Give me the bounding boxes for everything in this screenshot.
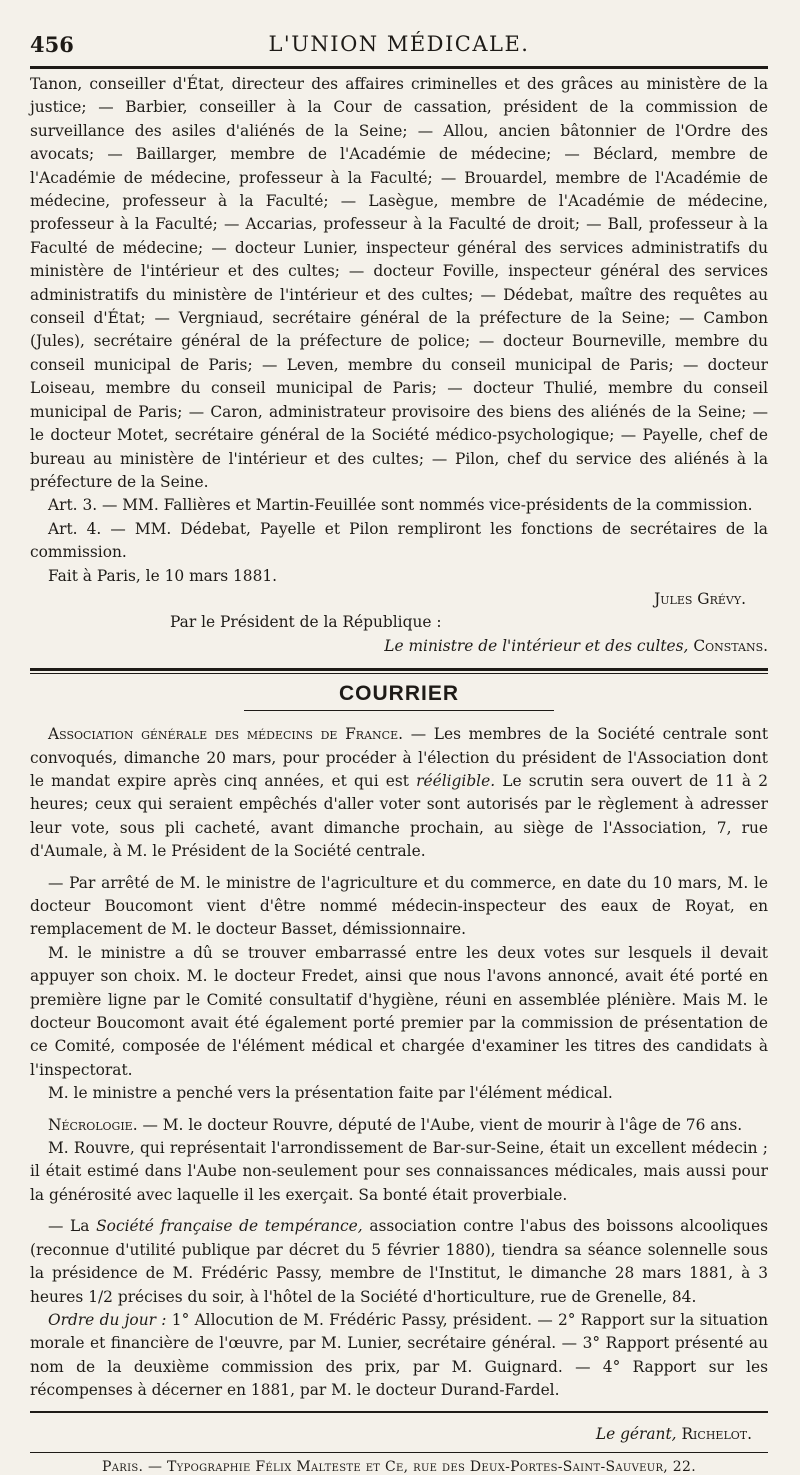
page-number: 456 [30,32,74,57]
section-divider [30,668,768,674]
association-reeligible: rééligible. [416,771,496,790]
header-rule [30,66,768,69]
necrology-notice [30,1114,768,1137]
footer-rule [30,1411,768,1413]
gerant-line [30,1423,768,1446]
printer-imprint: Paris. — Typographie Félix Malteste et Ce, rue des Deux-Portes-Saint-Sauveur, 22. [102,1458,696,1475]
gerant-label: Le gérant, [595,1424,677,1443]
royat-commentary: M. le ministre a dû se trouver embarrassé entre les deux votes sur lesquels il devait appuyer son choix. M. le docteur Fredet, ainsi que nous l'avons annoncé, avait été porté en première ligne par le Comité consultatif d'hygiène, réuni en assemblée plénière. Mais M. le docteur Boucomont avait été également porté premier par la commission de présentation de ce Comité, composée de l'élément médical et chargée d'examiner les titres des candidats à l'inspectorat. [30,943,768,1079]
article-3: Art. 3. — MM. Fallières et Martin-Feuillée sont nommés vice-présidents de la commission. [48,496,753,515]
commission-members-paragraph: Tanon, conseiller d'État, directeur des affaires criminelles et des grâces au ministère de la justice; — Barbier, conseiller à la Cour de cassation, président de la commission de surveillance des asiles d'aliénés de la Seine; — Allou, ancien bâtonnier de l'Ordre des avocats; — Baillarger, membre de l'Académie de médecine; — Béclard, membre de l'Académie de médecine, professeur à la Faculté; — Brouardel, membre de l'Académie de médecine, professeur à la Faculté; — Lasègue, membre de l'Académie de médecine, professeur à la Faculté; — Accarias, professeur à la Faculté de droit; — Ball, professeur à la Faculté de médecine; — docteur Lunier, inspecteur général des services administratifs du ministère de l'intérieur et des cultes; — docteur Foville, inspecteur général des services administratifs du ministère de l'intérieur et des cultes; — Dédebat, maître des requêtes au conseil d'État; — Vergniaud, secrétaire général de la préfecture de la Seine; — Cambon (Jules), secrétaire général de la préfecture de police; — docteur Bourneville, membre du conseil municipal de Paris; — Leven, membre du conseil municipal de Paris; — docteur Loiseau, membre du conseil municipal de Paris; — docteur Thulié, membre du conseil municipal de Paris; — Caron, administrateur provisoire des biens des aliénés de la Seine; — le docteur Motet, secrétaire général de la Société médico-psychologique; — Payelle, chef de bureau au ministère de l'intérieur et des cultes; — Pilon, chef du service des aliénés à la préfecture de la Seine. [30,75,768,491]
running-head [30,22,768,60]
order-of-day [30,1309,768,1403]
gerant-name: Richelot. [681,1424,752,1443]
royat-conclusion: M. le ministre a penché vers la présentation faite par l'élément médical. [48,1084,613,1103]
minister-name: Constans. [693,636,768,655]
association-text-2: Le scrutin sera ouvert de 11 à 2 heures; ceux qui seraient empêchés d'aller voter sont autorisés par le règlement à adresser leur vote, sous pli cacheté, avant dimanche prochain, au siège de l'Association, 7, rue d'Aumale, à M. le Président de la Société centrale. [30,771,768,861]
journal-title: L'UNION MÉDICALE. [268,32,530,56]
by-president-line: Par le Président de la République : [170,613,442,632]
minister-signature [30,635,768,658]
association-text-1: — Les membres de la Société centrale sont convoqués, dimanche 20 mars, pour procéder à l'élection du président de l'Association dont le mandat expire après cinq années, et qui est [30,725,768,790]
necrology-heading: Nécrologie. [48,1115,138,1134]
association-heading: Association générale des médecins de France. [48,725,404,744]
temperance-society: Société française de tempérance, [96,1217,363,1236]
decree-date: Fait à Paris, le 10 mars 1881. [48,566,278,585]
signatory-name: Jules Grévy. [654,589,746,608]
section-title-rule [244,710,554,711]
temperance-notice [30,1215,768,1309]
decree-signatory [30,588,768,611]
necrology-text-2: M. Rouvre, qui représentait l'arrondissement de Bar-sur-Seine, était un excellent médecin ; il était estimé dans l'Aube non-seulement pour ses connaissances médicales, mais aussi pour la générosité avec laquelle il les exerçait. Sa bonté était proverbiale. [30,1139,768,1204]
temperance-text: association contre l'abus des boissons alcooliques (reconnue d'utilité publique par décret du 5 février 1880), tiendra sa séance solennelle sous la présidence de M. Frédéric Passy, membre de l'Institut, le dimanche 28 mars 1881, à 3 heures 1/2 précises du soir, à l'hôtel de la Société d'horticulture, rue de Grenelle, 84. [30,1217,768,1306]
order-text: 1° Allocution de M. Frédéric Passy, président. — 2° Rapport sur la situation morale et financière de l'œuvre, par M. Lunier, secrétaire général. — 3° Rapport présenté au nom de la deuxième commission des prix, par M. Guignard. — 4° Rapport sur les récompenses à décerner en 1881, par M. le docteur Durand-Fardel. [30,1310,768,1400]
spacer [30,1106,768,1114]
temperance-lead: — La [48,1217,90,1236]
section-title-courrier: COURRIER [338,682,459,706]
imprint-rule [30,1452,768,1453]
association-notice [30,723,768,863]
order-label: Ordre du jour : [48,1310,167,1329]
necrology-text-1: — M. le docteur Rouvre, député de l'Aube, vient de mourir à l'âge de 76 ans. [142,1115,743,1134]
minister-title: Le ministre de l'intérieur et des cultes, [384,636,689,655]
spacer [30,864,768,872]
royat-appointment: — Par arrêté de M. le ministre de l'agriculture et du commerce, en date du 10 mars, M. le docteur Boucomont vient d'être nommé médecin-inspecteur des eaux de Royat, en remplacement de M. le docteur Basset, démissionnaire. [30,873,768,939]
spacer [30,1207,768,1215]
article-4: Art. 4. — MM. Dédebat, Payelle et Pilon rempliront les fonctions de secrétaires de la commission. [30,519,768,562]
